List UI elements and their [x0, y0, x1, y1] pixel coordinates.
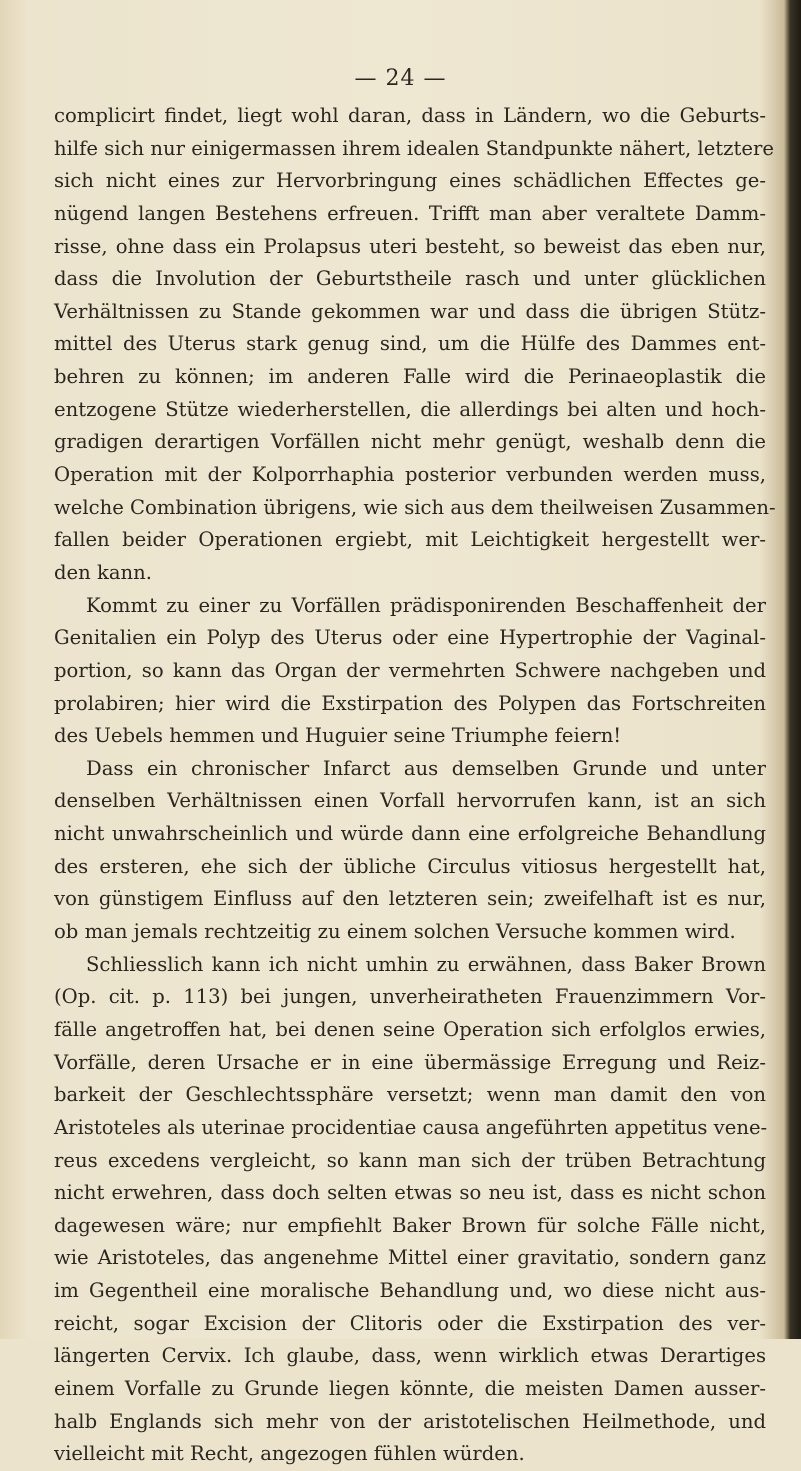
text-line: gradigen derartigen Vorfällen nicht mehr genügt, weshalb denn die: [54, 430, 766, 454]
text-line: wie Aristoteles, das angenehme Mittel einer gravitatio, sondern ganz: [54, 1246, 766, 1270]
text-line: Schliesslich kann ich nicht umhin zu erwähnen, dass Baker Brown: [86, 952, 766, 976]
text-line: Vorfälle, deren Ursache er in eine übermässige Erregung und Reiz-: [54, 1050, 766, 1074]
text-line: risse, ohne dass ein Prolapsus uteri besteht, so beweist das eben nur,: [54, 234, 766, 258]
text-line: Genitalien ein Polyp des Uterus oder eine Hypertrophie der Vaginal-: [54, 626, 766, 650]
text-line: Aristoteles als uterinae procidentiae causa angeführten appetitus vene-: [54, 1115, 768, 1139]
text-line: den kann.: [54, 560, 153, 584]
text-line: nicht unwahrscheinlich und würde dann eine erfolgreiche Behandlung: [54, 822, 766, 846]
text-line: ob man jemals rechtzeitig zu einem solchen Versuche kommen wird.: [54, 920, 736, 944]
text-line: entzogene Stütze wiederherstellen, die allerdings bei alten und hoch-: [54, 397, 766, 421]
text-line: reus excedens vergleicht, so kann man sich der trüben Betrachtung: [54, 1148, 766, 1172]
text-line: nügend langen Bestehens erfreuen. Trifft man aber veraltete Damm-: [54, 201, 766, 225]
text-line: Kommt zu einer zu Vorfällen prädisponirenden Beschaffenheit der: [86, 593, 766, 617]
text-line: (Op. cit. p. 113) bei jungen, unverheiratheten Frauenzimmern Vor-: [54, 985, 766, 1009]
text-line: barkeit der Geschlechtssphäre versetzt; wenn man damit den von: [54, 1083, 766, 1107]
text-line: nicht erwehren, dass doch selten etwas so neu ist, dass es nicht schon: [54, 1181, 766, 1205]
text-line: complicirt findet, liegt wohl daran, dass in Ländern, wo die Geburts-: [54, 104, 766, 127]
page-number: — 24 —: [354, 66, 447, 91]
body-text: [54, 100, 776, 1471]
text-line: prolabiren; hier wird die Exstirpation des Polypen das Fortschreiten: [54, 691, 766, 715]
text-line: des Uebels hemmen und Huguier seine Triumphe feiern!: [54, 724, 622, 748]
text-line: denselben Verhältnissen einen Vorfall hervorrufen kann, ist an sich: [54, 789, 766, 813]
text-line: längerten Cervix. Ich glaube, dass, wenn wirklich etwas Derartiges: [54, 1344, 766, 1368]
text-line: welche Combination übrigens, wie sich aus dem theilweisen Zusammen-: [54, 495, 776, 519]
text-line: portion, so kann das Organ der vermehrten Schwere nachgeben und: [54, 658, 766, 682]
text-line: Operation mit der Kolporrhaphia posterior verbunden werden muss,: [54, 463, 766, 487]
text-line: fälle angetroffen hat, bei denen seine Operation sich erfolglos erwies,: [54, 1017, 766, 1041]
text-line: einem Vorfalle zu Grunde liegen könnte, die meisten Damen ausser-: [54, 1376, 766, 1400]
text-line: Dass ein chronischer Infarct aus demselben Grunde und unter: [86, 756, 766, 780]
text-line: halb Englands sich mehr von der aristotelischen Heilmethode, und: [54, 1409, 766, 1433]
text-line: reicht, sogar Excision der Clitoris oder die Exstirpation des ver-: [54, 1311, 766, 1335]
text-line: vielleicht mit Recht, angezogen fühlen würden.: [54, 1442, 525, 1466]
text-line: mittel des Uterus stark genug sind, um die Hülfe des Dammes ent-: [54, 332, 766, 356]
text-line: dass die Involution der Geburtstheile rasch und unter glücklichen: [54, 267, 766, 291]
text-line: des ersteren, ehe sich der übliche Circulus vitiosus hergestellt hat,: [54, 854, 766, 878]
text-line: fallen beider Operationen ergiebt, mit Leichtigkeit hergestellt wer-: [54, 528, 766, 552]
text-line: von günstigem Einfluss auf den letzteren sein; zweifelhaft ist es nur,: [54, 887, 766, 911]
text-line: im Gegentheil eine moralische Behandlung und, wo diese nicht aus-: [54, 1279, 766, 1303]
text-line: hilfe sich nur einigermassen ihrem idealen Standpunkte nähert, letztere: [54, 136, 774, 160]
text-line: sich nicht eines zur Hervorbringung eines schädlichen Effectes ge-: [54, 169, 766, 193]
text-line: Verhältnissen zu Stande gekommen war und dass die übrigen Stütz-: [54, 299, 766, 323]
text-line: dagewesen wäre; nur empfiehlt Baker Brown für solche Fälle nicht,: [54, 1213, 766, 1237]
text-line: behren zu können; im anderen Falle wird die Perinaeoplastik die: [54, 365, 766, 389]
